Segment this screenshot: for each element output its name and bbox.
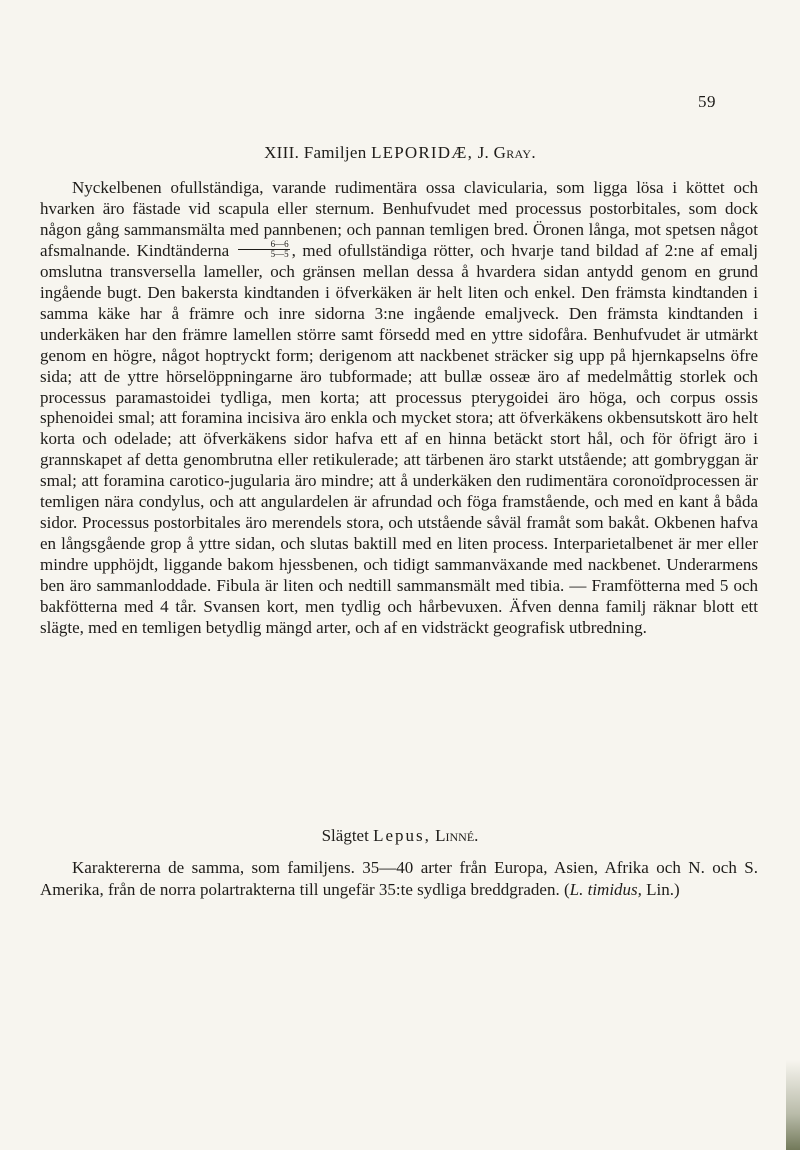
genus-description <box>40 857 758 900</box>
heading-numeral: XIII. <box>264 143 300 162</box>
genus-description-text: Karaktererna de samma, som familjens. 35—40 arter från Europa, Asien, Afrika och N. och S. Amerika, från de norra polartrakterna till ungefär 35:te sydliga breddgraden. <box>40 858 758 899</box>
description-part-2: , med ofullständiga rötter, och hvarje tand bildad af 2:ne af emalj omslutna transversella lameller, och gränsen mellan dessa å hvardera sidan antydd genom en grund ingående bugt. Den bakersta kindtanden i öfverkäken är helt liten och enkel. Den främsta kindtanden i samma käke har å främre och inre sidorna 3:ne ingående emaljveck. Den främsta kindtanden i underkäken har den främre lamellen större samt försedd med en yttre sidofåra. Benhufvudet är utmärkt genom en högre, något hoptryckt form; derigenom att nackbenet sträcker sig upp på hjernkapselns öfre sida; att de yttre hörselöppningarne äro tubformade; att bullæ osseæ äro af medelmåttig storlek och processus paramastoidei tydliga, men korta; att processus pterygoidei äro höga, och corpus ossis sphenoidei smal; att foramina incisiva äro enkla och mycket stora; att öfverkäkens okbensutskott äro helt korta och odelade; att öfverkäkens sidor hafva ett af en hinna betäckt stort hål, och för öfrigt äro i grannskapet af detta genombrutna eller retikulerade; att tärbenen äro starkt utstående; att gombryggan är smal; att foramina carotico-jugularia äro mindre; att å underkäken den rudimentära coronoïdprocessen är temligen nära condylus, och att angulardelen är afrundad och föga framstående, och med en kant å båda sidor. Processus postorbitales äro merendels stora, och utstående såväl framåt som bakåt. Okbenen hafva en långsgående grop å yttre sidan, och slutas baktill med en liten process. Interparietalbenet är mer eller mindre upphöjdt, liggande bakom hjessbenen, och tidigt sammanväxande med nackbenet. Underarmens ben äro sammanloddade. Fibula är liten och nedtill sammansmält med tibia. — Framfötterna med 5 och bakfötterna med 4 tår. Svansen kort, men tydlig och hårbevuxen. Äfven denna familj räknar blott ett slägte, med en temligen betydlig mängd arter, och af en vidsträckt geografisk utbredning. <box>40 240 758 638</box>
molar-formula-denominator: 5—5 <box>270 249 289 260</box>
molar-formula <box>238 240 290 259</box>
species-name: L. timidus, <box>569 879 642 899</box>
species-open-paren: ( <box>563 879 570 899</box>
genus-heading <box>0 826 800 846</box>
family-name: LEPORIDÆ, <box>371 143 474 162</box>
family-author: J. Gray. <box>477 143 536 162</box>
molar-formula-numerator: 6—6 <box>238 240 290 250</box>
description-part-1: Nyckelbenen ofullständiga, varande rudimentära ossa clavicularia, som ligga lösa i köttet och hvarken äro fästade vid scapula eller sternum. Benhufvudet med processus postorbitales, som dock någon gång sammansmälta med pannbenen; och pannan temligen bred. Öronen långa, mot spetsen något afsmalnande. Kindtänderna <box>40 178 758 260</box>
genus-name: Lepus, <box>373 826 431 845</box>
genus-author: Linné. <box>435 826 479 845</box>
section-heading <box>0 143 800 163</box>
heading-prefix: Familjen <box>303 143 367 162</box>
page-edge-stain <box>786 1060 800 1150</box>
species-author: Lin.) <box>641 879 680 899</box>
page-number: 59 <box>698 92 716 111</box>
genus-prefix: Slägtet <box>321 826 369 845</box>
family-description <box>40 178 758 639</box>
